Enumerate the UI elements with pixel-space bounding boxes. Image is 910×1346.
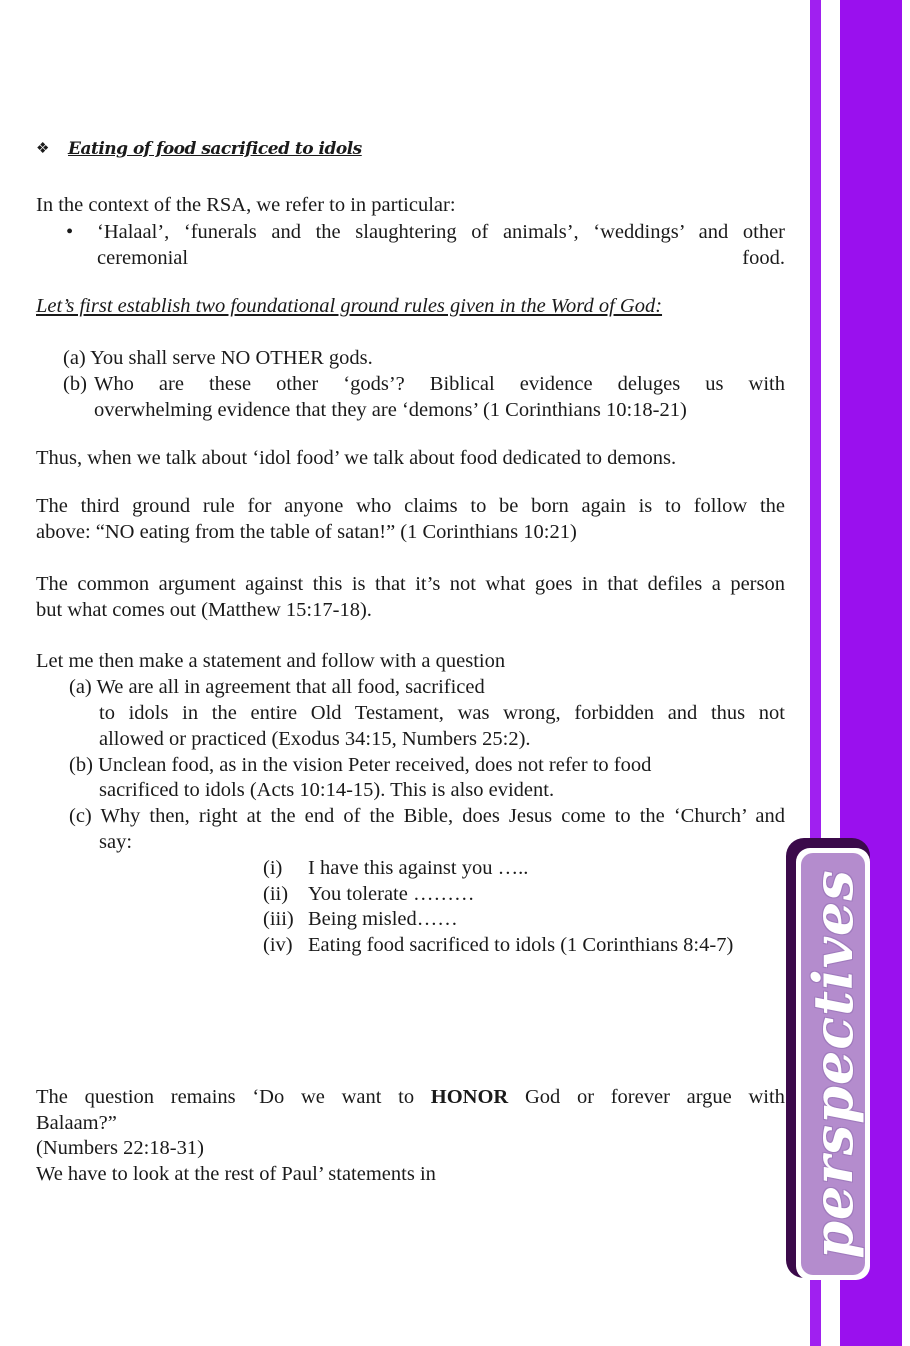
question-word: remains [170, 1086, 236, 1108]
thus-paragraph: Thus, when we talk about ‘idol food’ we talk about food dedicated to demons. [36, 447, 677, 469]
question-word: or [576, 1086, 595, 1108]
closing-line: We have to look at the rest of Paul’ statements in [36, 1163, 436, 1185]
question-word: to [398, 1086, 415, 1108]
sub-item-text: I have this against you ….. [308, 857, 529, 879]
question-word: forever [610, 1086, 670, 1108]
third-rule-line1: The third ground rule for anyone who claims to be born again is to follow the [36, 495, 785, 517]
rule-b-line1: Who are these other ‘gods’? Biblical evidence deluges us with [94, 373, 785, 395]
question-word: The [36, 1086, 68, 1108]
question-bold-word: HONOR [430, 1086, 509, 1108]
sub-item-num: (ii) [263, 883, 289, 905]
question-word: we [300, 1086, 325, 1108]
common-argument-line2: but what comes out (Matthew 15:17-18). [36, 599, 372, 621]
section-heading: Eating of food sacrificed to idols [68, 139, 362, 159]
context-paragraph: In the context of the RSA, we refer to in particular: [36, 194, 456, 216]
item-a-line2: to idols in the entire Old Testament, was wrong, forbidden and thus not [99, 702, 785, 724]
question-word: question [84, 1086, 155, 1108]
question-word: argue [686, 1086, 732, 1108]
question-word: God [524, 1086, 561, 1108]
item-b-line2: sacrificed to idols (Acts 10:14-15). This is also evident. [99, 779, 555, 801]
rule-a: (a) You shall serve NO OTHER gods. [63, 347, 373, 369]
item-a-line3: allowed or practiced (Exodus 34:15, Numbers 25:2). [99, 728, 531, 750]
rule-b-label: (b) [63, 373, 87, 395]
question-reference: (Numbers 22:18-31) [36, 1137, 204, 1159]
item-b-line1: (b) Unclean food, as in the vision Peter received, does not refer to food [69, 754, 652, 776]
sub-item-num: (iv) [263, 934, 293, 956]
question-line1 [36, 1084, 785, 1110]
sub-item-text: Being misled…… [308, 908, 458, 930]
rule-b-line2: overwhelming evidence that they are ‘demons’ (1 Corinthians 10:18-21) [94, 399, 687, 421]
item-c-line2: say: [99, 831, 133, 853]
bullet-text: ‘Halaal’, ‘funerals and the slaughtering of animals’, ‘weddings’ and other ceremonial food. [97, 221, 785, 269]
sub-item-text: Eating food sacrificed to idols (1 Corinthians 8:4-7) [308, 934, 734, 956]
bullet-dot-icon: • [66, 221, 74, 243]
statement-intro: Let me then make a statement and follow with a question [36, 650, 506, 672]
sub-item-text: You tolerate ……… [308, 883, 475, 905]
third-rule-line2: above: “NO eating from the table of satan!” (1 Corinthians 10:21) [36, 521, 577, 543]
question-word: with [748, 1086, 785, 1108]
sub-item-num: (i) [263, 857, 283, 879]
ground-rules-heading: Let’s first establish two foundational ground rules given in the Word of God: [36, 295, 663, 317]
side-tab-word: perspectives [801, 869, 865, 1259]
item-c-line1: (c) Why then, right at the end of the Bible, does Jesus come to the ‘Church’ and [69, 805, 785, 827]
item-a-line1: (a) We are all in agreement that all food, sacrificed [69, 676, 485, 698]
question-word: want [341, 1086, 382, 1108]
common-argument-line1: The common argument against this is that it’s not what goes in that defiles a person [36, 573, 785, 595]
heading-bullet-icon: ❖ [36, 141, 50, 157]
question-word: ‘Do [252, 1086, 285, 1108]
question-line2: Balaam?” [36, 1112, 117, 1134]
sub-item-num: (iii) [263, 908, 294, 930]
